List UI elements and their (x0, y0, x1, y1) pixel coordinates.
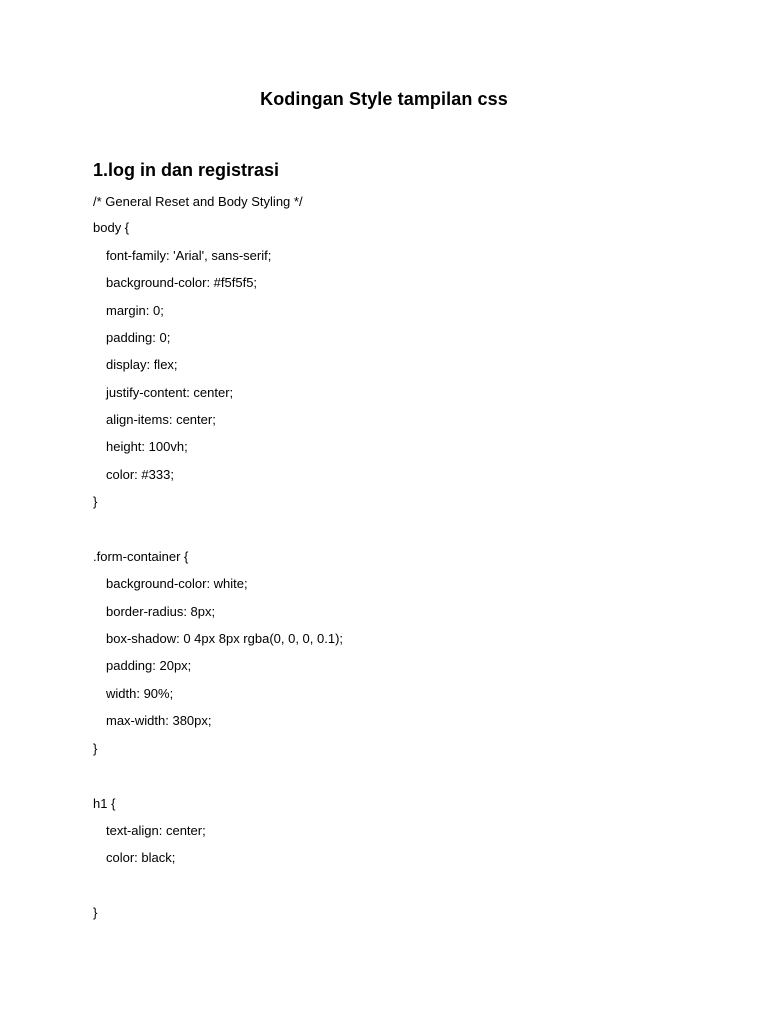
code-selector-h1: h1 { (93, 796, 116, 811)
code-property-line: text-align: center; (106, 823, 206, 838)
code-property-line: margin: 0; (106, 303, 164, 318)
code-selector-form-container: .form-container { (93, 549, 189, 564)
code-property-line: align-items: center; (106, 412, 216, 427)
code-property-line: border-radius: 8px; (106, 604, 216, 619)
code-property-line: padding: 20px; (106, 658, 192, 673)
code-property-line: background-color: #f5f5f5; (106, 275, 258, 290)
code-property-line: color: black; (106, 850, 176, 865)
code-closing-brace: } (93, 741, 98, 756)
section-heading: 1.log in dan registrasi (93, 160, 280, 180)
code-property-line: background-color: white; (106, 576, 248, 591)
code-comment-line: /* General Reset and Body Styling */ (93, 194, 303, 209)
code-property-line: font-family: 'Arial', sans-serif; (106, 248, 272, 263)
code-property-line: height: 100vh; (106, 439, 188, 454)
code-property-line: justify-content: center; (106, 385, 234, 400)
code-property-line: display: flex; (106, 357, 178, 372)
code-selector-body: body { (93, 220, 130, 235)
code-property-line: padding: 0; (106, 330, 171, 345)
document-title: Kodingan Style tampilan css (260, 89, 508, 109)
code-closing-brace: } (93, 905, 98, 920)
code-closing-brace: } (93, 494, 98, 509)
code-property-line: box-shadow: 0 4px 8px rgba(0, 0, 0, 0.1); (106, 631, 344, 646)
code-property-line: width: 90%; (106, 686, 174, 701)
code-property-line: color: #333; (106, 467, 174, 482)
code-property-line: max-width: 380px; (106, 713, 212, 728)
